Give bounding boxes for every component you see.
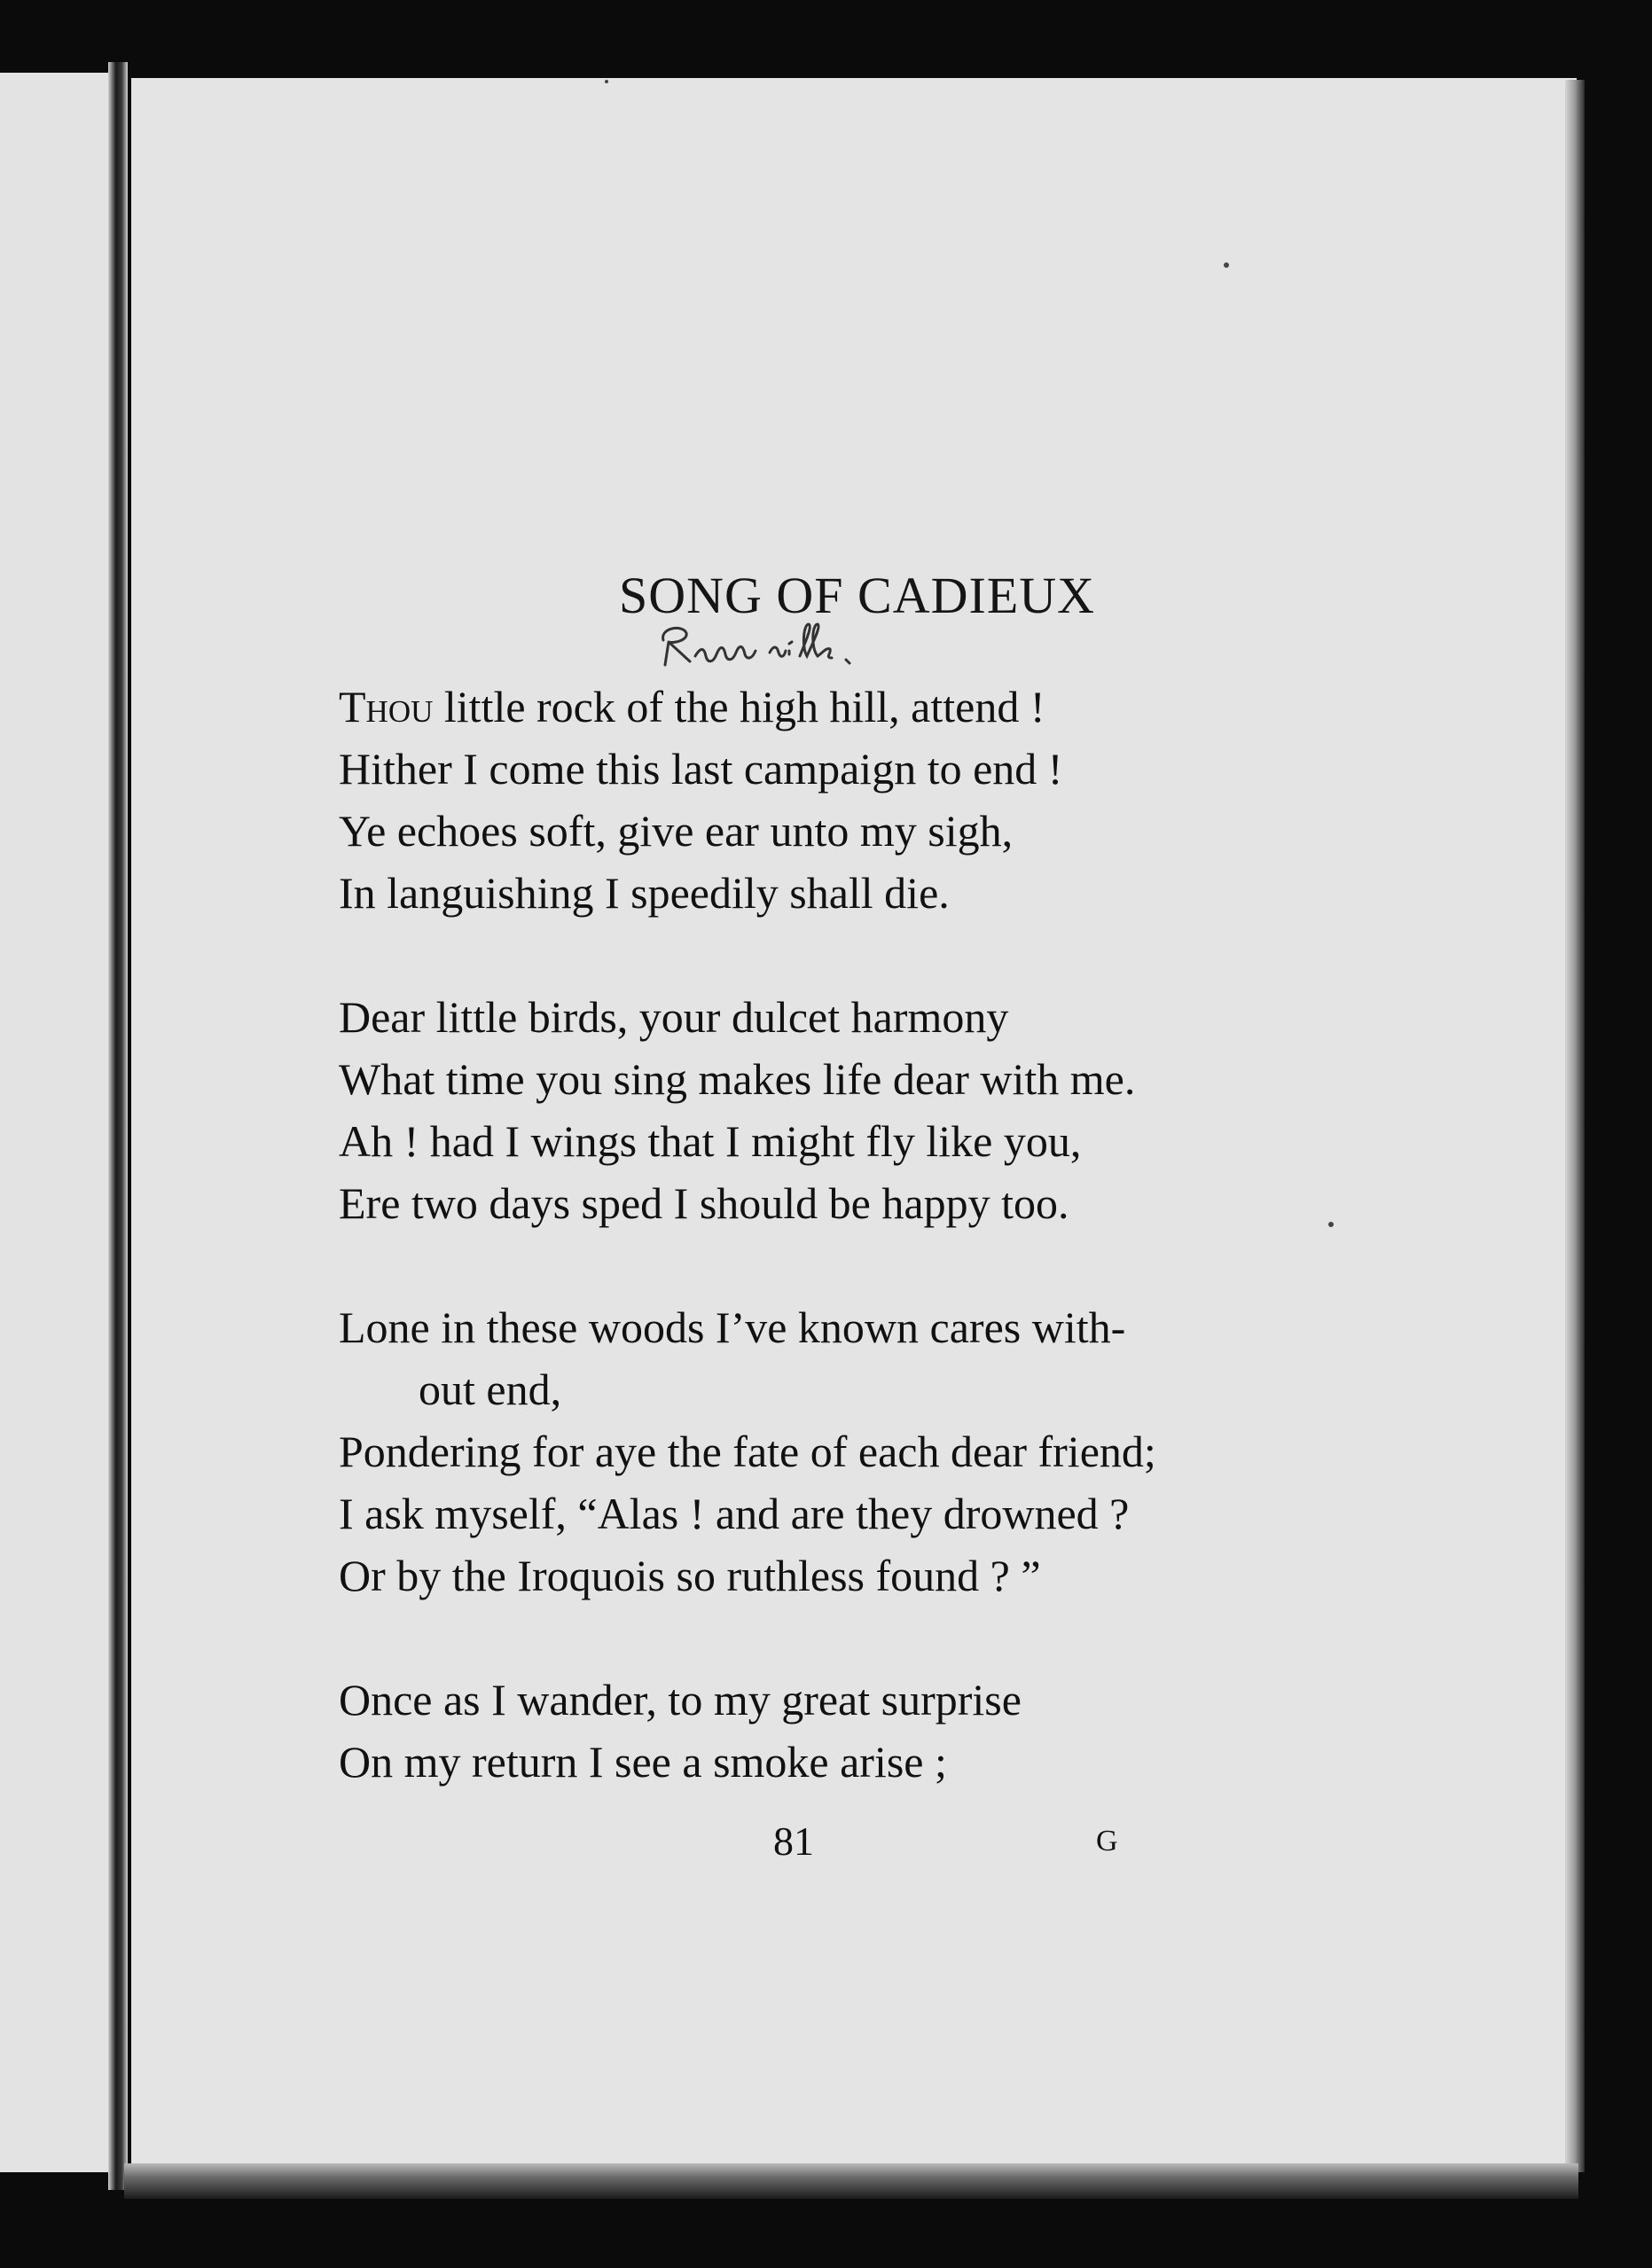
poem-line-continuation: out end, xyxy=(419,1365,562,1414)
poem-line: Hither I come this last campaign to end ! xyxy=(339,744,1063,794)
handwritten-annotation xyxy=(656,621,940,674)
previous-page-edge xyxy=(0,73,120,2172)
poem-line: Ye echoes soft, give ear unto my sigh, xyxy=(339,806,1014,856)
poem-line: In languishing I speedily shall die. xyxy=(339,868,950,918)
poem-line: I ask myself, “Alas ! and are they drowned ? xyxy=(339,1489,1130,1538)
poem-line: Ah ! had I wings that I might fly like you, xyxy=(339,1116,1082,1166)
poem-line: Pondering for aye the fate of each dear friend; xyxy=(339,1427,1156,1476)
stanza xyxy=(339,1669,1332,1793)
poem-line: Lone in these woods I’ve known cares with- xyxy=(339,1302,1126,1352)
line-text: little rock of the high hill, attend ! xyxy=(433,682,1045,731)
stanza xyxy=(339,676,1332,924)
page-bottom-edge xyxy=(124,2163,1578,2199)
stanza xyxy=(339,1296,1332,1607)
poem-line xyxy=(339,676,1332,738)
poem-line: Once as I wander, to my great surprise xyxy=(339,1675,1022,1724)
poem-line: Ere two days sped I should be happy too. xyxy=(339,1178,1069,1228)
dust-speck xyxy=(605,80,608,83)
poem-line: Dear little birds, your dulcet harmony xyxy=(339,992,1009,1042)
page-number: 81 xyxy=(773,1818,814,1864)
gutter-shadow xyxy=(108,62,128,2190)
poem-line: What time you sing makes life dear with me. xyxy=(339,1054,1136,1104)
poem-title: SONG OF CADIEUX xyxy=(618,567,1096,624)
poem-body xyxy=(339,676,1332,1855)
signature-mark: G xyxy=(1096,1825,1118,1857)
dust-speck xyxy=(1224,262,1229,268)
poem-line: On my return I see a smoke arise ; xyxy=(339,1737,947,1787)
poem-line: Or by the Iroquois so ruthless found ? ” xyxy=(339,1551,1041,1600)
stanza xyxy=(339,986,1332,1234)
opening-word: Thou xyxy=(339,682,434,731)
page-right-edge xyxy=(1565,80,1585,2172)
